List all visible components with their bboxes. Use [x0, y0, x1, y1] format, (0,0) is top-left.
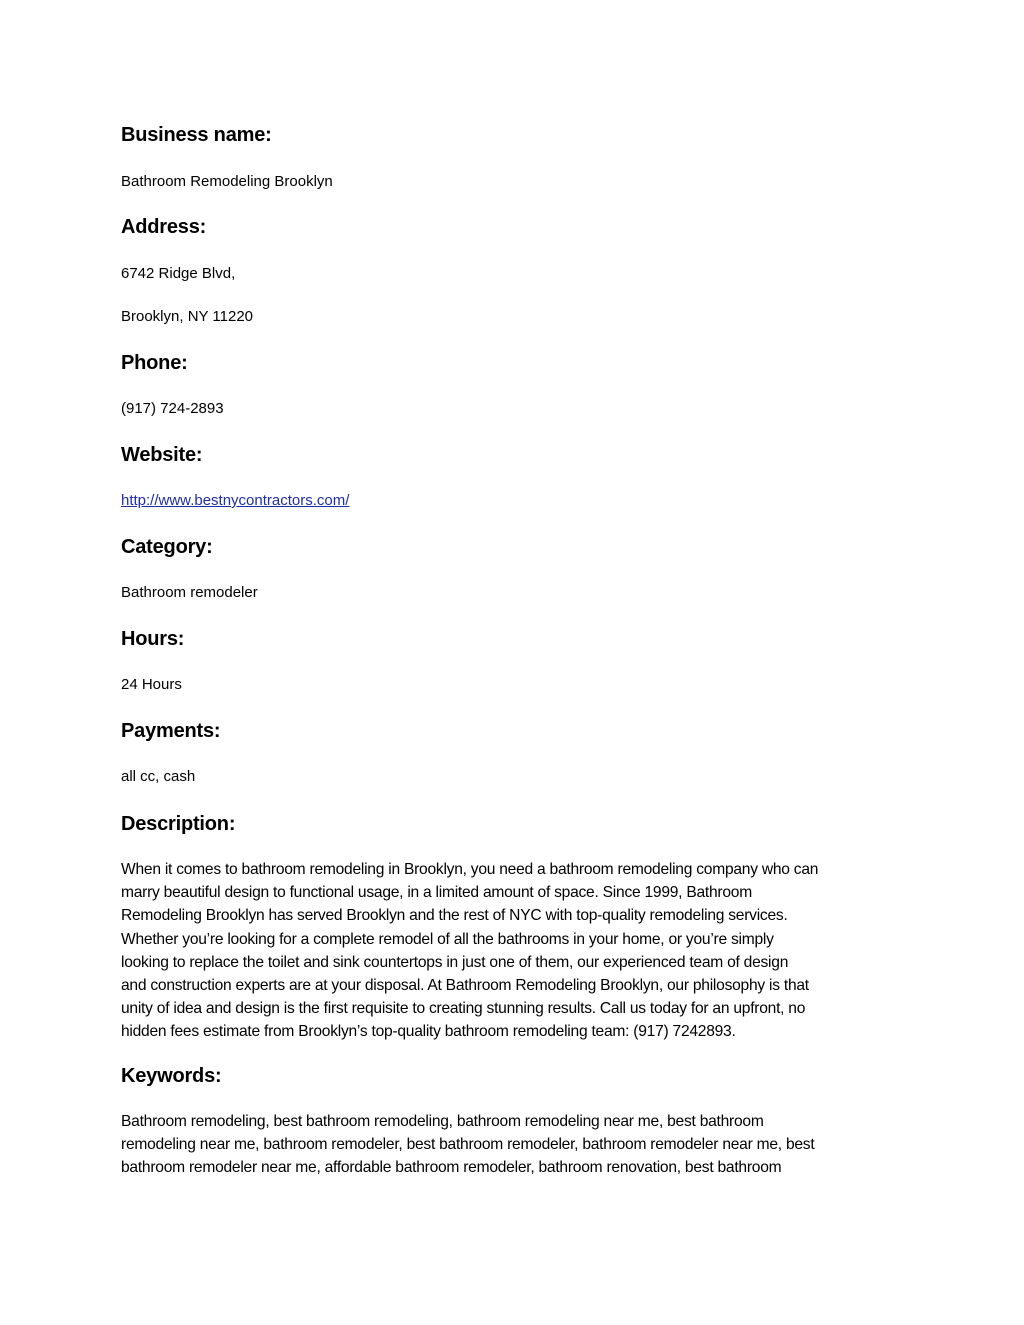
- website-heading: Website:: [121, 444, 203, 466]
- phone-heading: Phone:: [121, 352, 188, 374]
- description-line: unity of idea and design is the first requisite to creating stunning results. Call us today for an upfront, no: [121, 1000, 806, 1018]
- hours-heading: Hours:: [121, 628, 185, 650]
- address-heading: Address:: [121, 216, 207, 238]
- hours-value: 24 Hours: [121, 676, 182, 693]
- business-name-heading: Business name:: [121, 124, 272, 146]
- description-line: hidden fees estimate from Brooklyn’s top-quality bathroom remodeling team: (917) 7242893.: [121, 1023, 736, 1041]
- description-line: When it comes to bathroom remodeling in Brooklyn, you need a bathroom remodeling company who can: [121, 861, 819, 878]
- keywords-line: bathroom remodeler near me, affordable bathroom remodeler, bathroom renovation, best bathroom: [121, 1159, 782, 1177]
- description-paragraph: [121, 858, 911, 1044]
- category-value: Bathroom remodeler: [121, 584, 258, 601]
- description-heading: Description:: [121, 813, 236, 835]
- description-line: marry beautiful design to functional usage, in a limited amount of space. Since 1999, Bathroom: [121, 884, 752, 902]
- category-heading: Category:: [121, 536, 213, 558]
- description-line: looking to replace the toilet and sink countertops in just one of them, our experienced team of design: [121, 953, 789, 971]
- business-name-value: Bathroom Remodeling Brooklyn: [121, 173, 333, 190]
- phone-value: (917) 724-2893: [121, 400, 224, 417]
- description-line: Whether you’re looking for a complete remodel of all the bathrooms in your home, or you’re simply: [121, 930, 774, 948]
- payments-value: all cc, cash: [121, 768, 196, 785]
- keywords-heading: Keywords:: [121, 1065, 222, 1087]
- keywords-line: remodeling near me, bathroom remodeler, best bathroom remodeler, bathroom remodeler near me, best: [121, 1136, 815, 1154]
- description-line: and construction experts are at your disposal. At Bathroom Remodeling Brooklyn, our philosophy is that: [121, 977, 809, 995]
- address-line-1: 6742 Ridge Blvd,: [121, 265, 236, 282]
- description-line: Remodeling Brooklyn has served Brooklyn and the rest of NYC with top-quality remodeling services.: [121, 907, 788, 925]
- address-line-2: Brooklyn, NY 11220: [121, 308, 254, 325]
- keywords-line: Bathroom remodeling, best bathroom remodeling, bathroom remodeling near me, best bathroom: [121, 1113, 764, 1130]
- website-link[interactable]: http://www.bestnycontractors.com/: [121, 492, 350, 509]
- payments-heading: Payments:: [121, 720, 221, 742]
- keywords-paragraph: [121, 1110, 911, 1180]
